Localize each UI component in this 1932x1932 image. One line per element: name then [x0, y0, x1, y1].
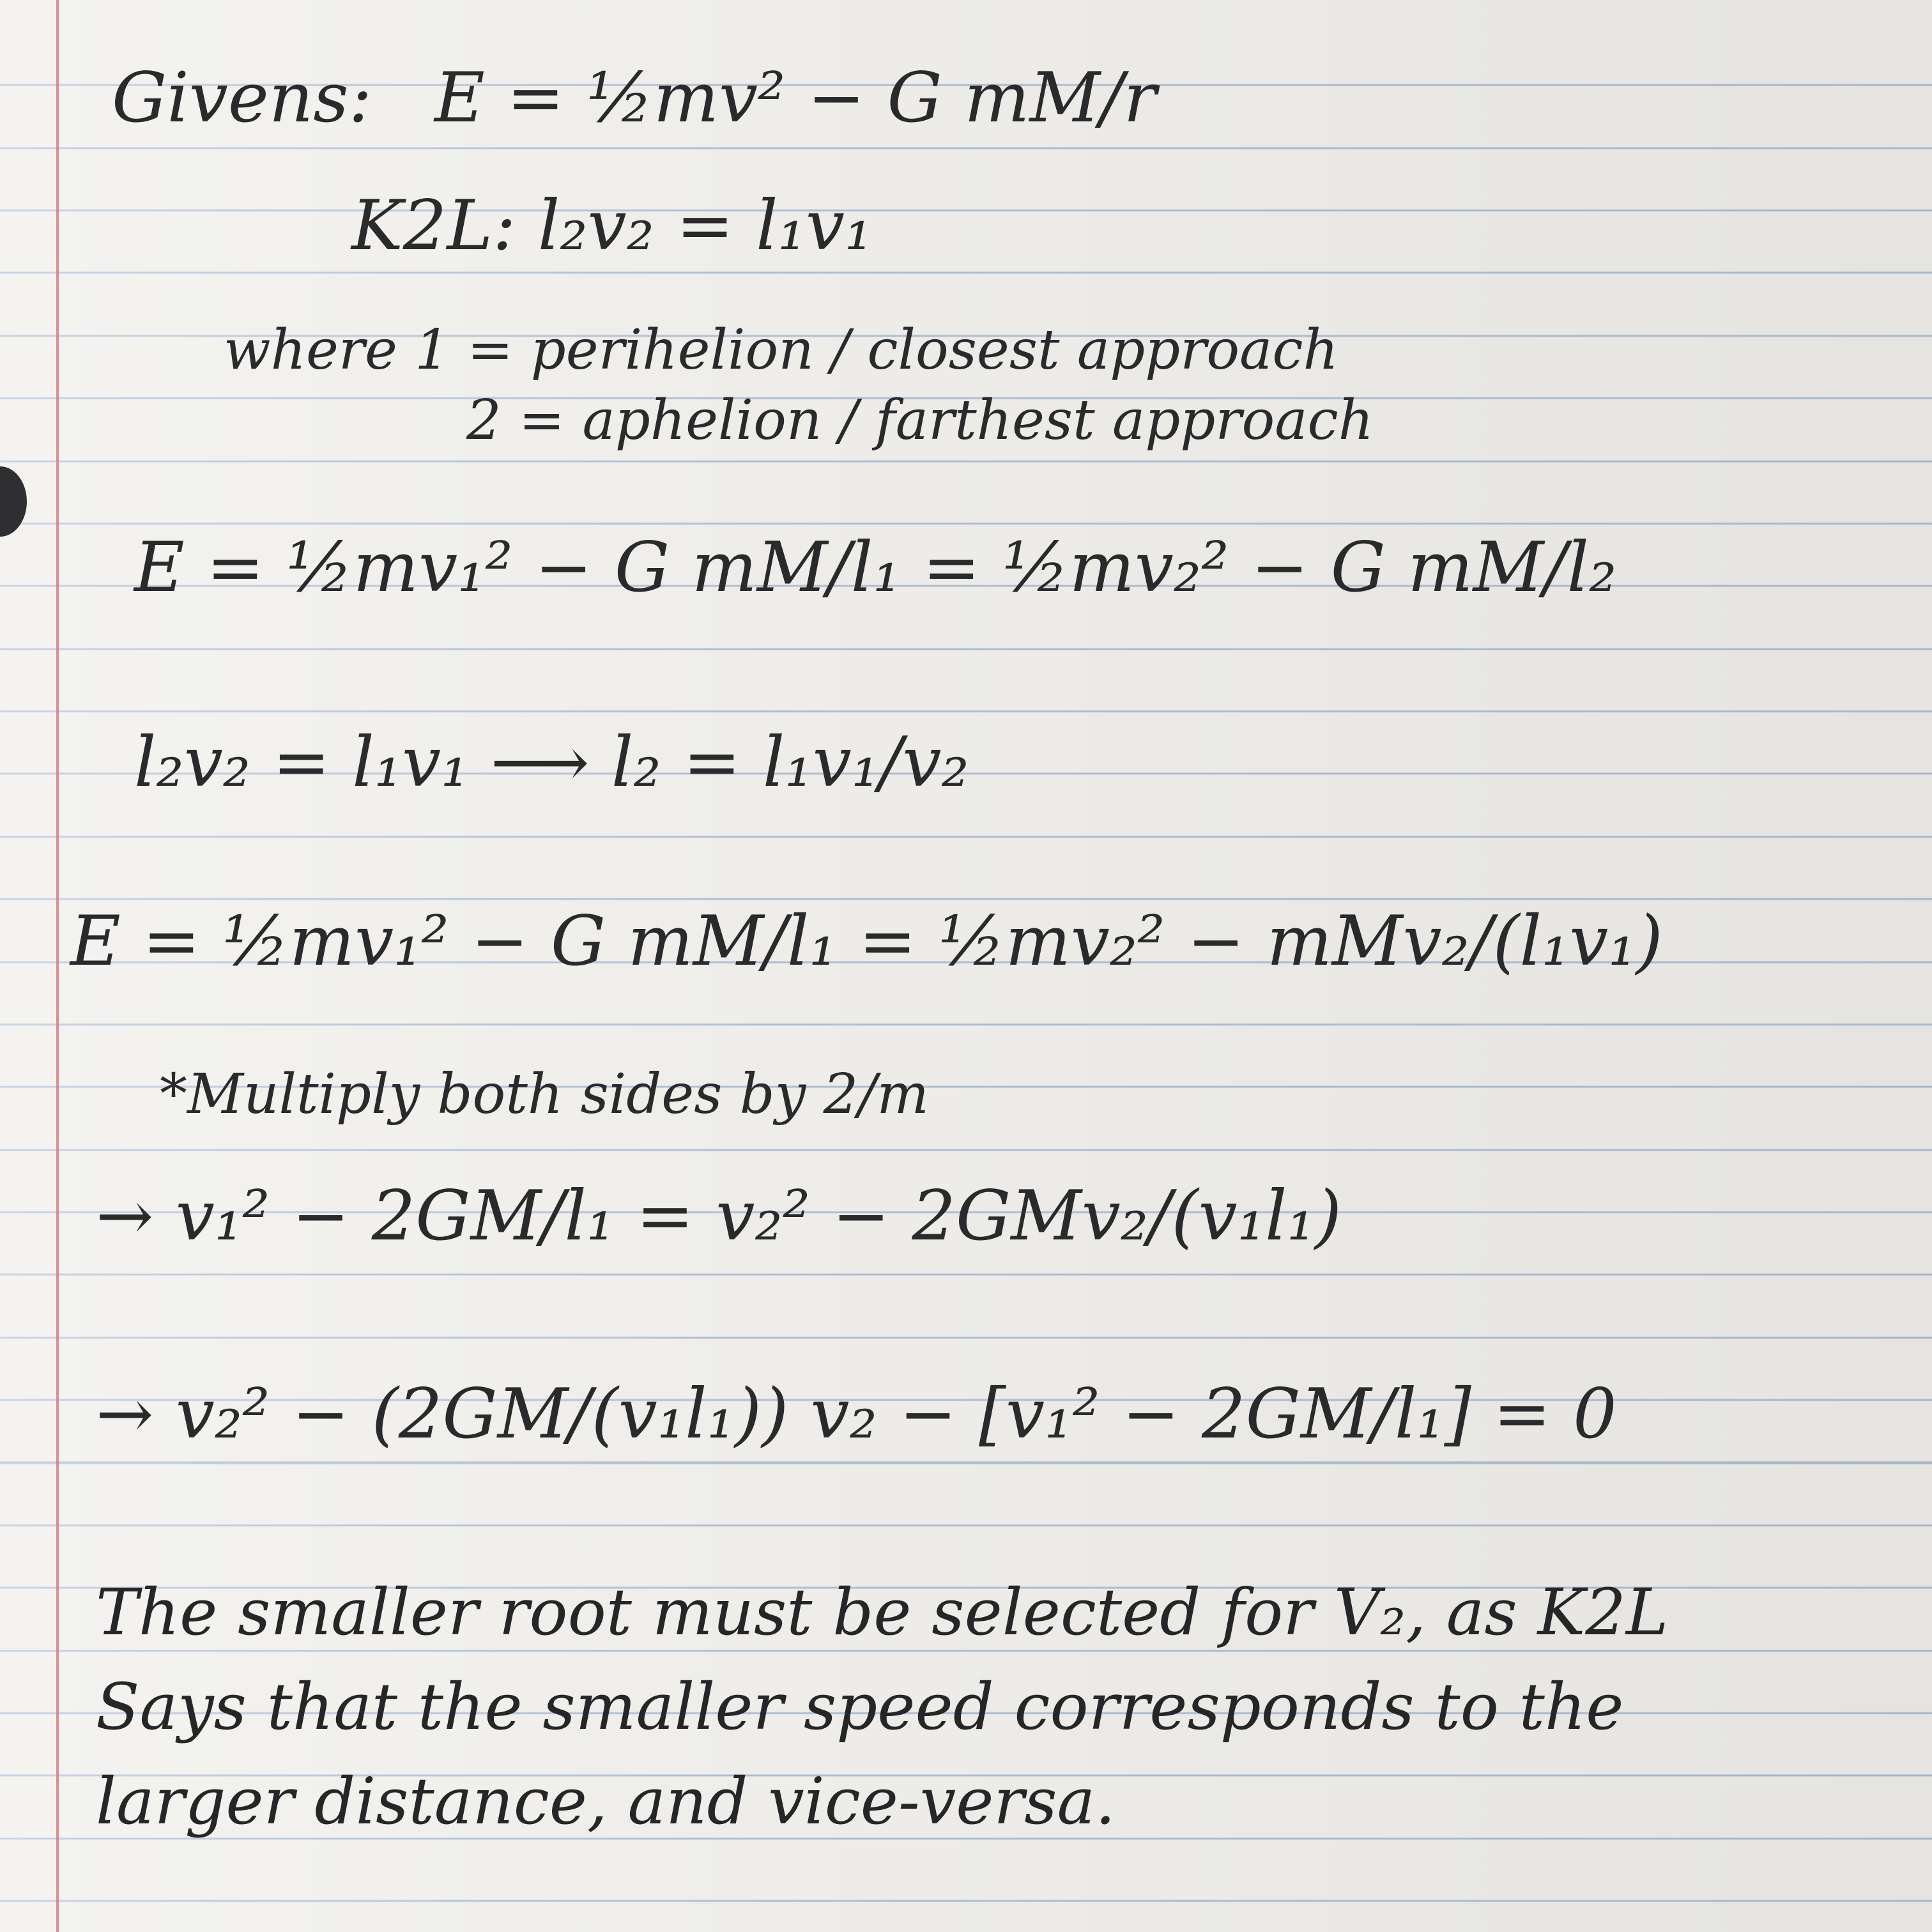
multiply-note: *Multiply both sides by 2/m: [160, 1062, 929, 1126]
conclusion-paragraph: [96, 1565, 1872, 1849]
energy-substituted: E = ½mv₁² − G mM/l₁ = ½mv₂² − mMv₂/(l₁v₁): [70, 901, 1663, 981]
margin-line: [56, 0, 59, 1932]
energy-formula: E = ½mv² − G mM/r: [434, 58, 1157, 138]
k2l-substitution: l₂v₂ = l₁v₁ ⟶ l₂ = l₁v₁/v₂: [134, 723, 969, 802]
k2l-formula: K2L: l₂v₂ = l₁v₁: [351, 186, 873, 266]
where-line-1: where 1 = perihelion / closest approach: [224, 318, 1338, 382]
conclusion-line-1: The smaller root must be selected for V₂, as K2L: [96, 1575, 1669, 1650]
where-line-2: 2 = aphelion / farthest approach: [466, 388, 1374, 452]
conclusion-line-3: larger distance, and vice-versa.: [96, 1764, 1116, 1839]
energy-equation: E = ½mv₁² − G mM/l₁ = ½mv₂² − G mM/l₂: [134, 528, 1617, 608]
punch-hole: [0, 466, 27, 537]
step-two: → v₂² − (2GM/(v₁l₁)) v₂ − [v₁² − 2GM/l₁] = 0: [96, 1374, 1617, 1454]
conclusion-line-2: Says that the smaller speed corresponds to the: [96, 1669, 1624, 1744]
step-one: → v₁² − 2GM/l₁ = v₂² − 2GMv₂/(v₁l₁): [96, 1176, 1342, 1256]
givens-label: Givens:: [112, 58, 372, 138]
